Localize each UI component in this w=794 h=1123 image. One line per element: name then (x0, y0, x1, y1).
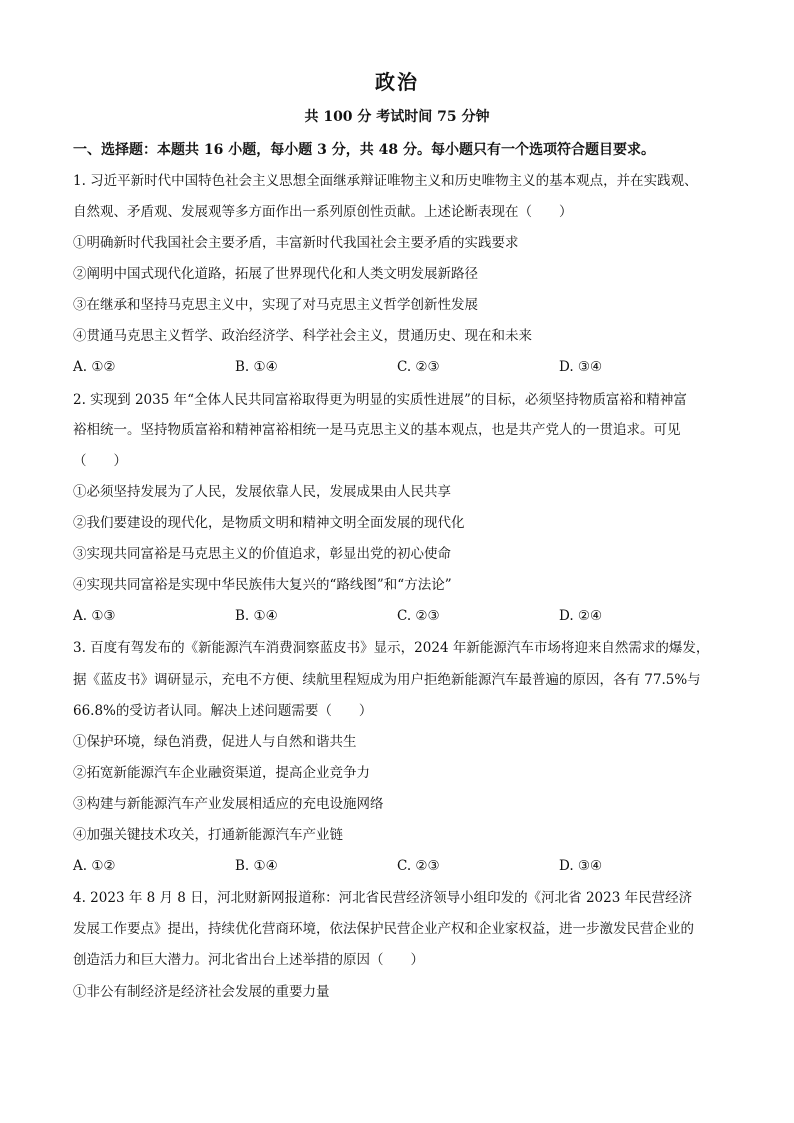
question-stem-line: 创造活力和巨大潜力。河北省出台上述举措的原因（ ） (73, 952, 424, 968)
option-b: B. ①④ (235, 359, 278, 375)
statement-item: ①非公有制经济是经济社会发展的重要力量 (73, 984, 330, 1000)
exam-info: 共 100 分 考试时间 75 分钟 (304, 109, 490, 125)
option-c: C. ②③ (397, 858, 440, 874)
question-stem-line: 发展工作要点》提出，持续优化营商环境，依法保护民营企业产权和企业家权益，进一步激发民营企业的 (73, 921, 694, 937)
statement-item: ②我们要建设的现代化，是物质文明和精神文明全面发展的现代化 (73, 515, 465, 531)
statement-item: ③在继承和坚持马克思主义中，实现了对马克思主义哲学创新性发展 (73, 297, 478, 313)
statement-item: ②拓宽新能源汽车企业融资渠道，提高企业竞争力 (73, 765, 370, 781)
answer-options (73, 856, 673, 876)
question-stem-line: 据《蓝皮书》调研显示，充电不方便、续航里程短成为用户拒绝新能源汽车最普遍的原因，各有 77.5%与 (73, 672, 701, 688)
question-stem-line: 4. 2023 年 8 月 8 日，河北财新网报道称：河北省民营经济领导小组印发的《河北省 2023 年民营经济 (73, 890, 693, 906)
option-c: C. ②③ (397, 359, 440, 375)
statement-item: ①保护环境，绿色消费，促进人与自然和谐共生 (73, 734, 357, 750)
section-heading: 一、选择题：本题共 16 小题，每小题 3 分，共 48 分。每小题只有一个选项符合题目要求。 (73, 142, 655, 158)
question-stem-line: 1. 习近平新时代中国特色社会主义思想全面继承辩证唯物主义和历史唯物主义的基本观点，并在实践观、 (73, 173, 698, 189)
question-stem-line: 3. 百度有驾发布的《新能源汽车消费洞察蓝皮书》显示，2024 年新能源汽车市场将迎来自然需求的爆发， (73, 640, 710, 656)
option-a: A. ①③ (73, 608, 116, 624)
question-stem-line: 2. 实现到 2035 年“全体人民共同富裕取得更为明显的实质性进展”的目标，必须坚持物质富裕和精神富 (73, 392, 687, 408)
option-a: A. ①② (73, 359, 116, 375)
statement-item: ③构建与新能源汽车产业发展相适应的充电设施网络 (73, 796, 384, 812)
option-c: C. ②③ (397, 608, 440, 624)
statement-item: ①必须坚持发展为了人民，发展依靠人民，发展成果由人民共享 (73, 484, 451, 500)
option-b: B. ①④ (235, 608, 278, 624)
statement-item: ②阐明中国式现代化道路，拓展了世界现代化和人类文明发展新路径 (73, 266, 478, 282)
option-d: D. ③④ (559, 858, 603, 874)
question-stem-line: （ ） (73, 453, 127, 469)
answer-options (73, 606, 673, 626)
statement-item: ①明确新时代我国社会主要矛盾，丰富新时代我国社会主要矛盾的实践要求 (73, 235, 519, 251)
option-d: D. ③④ (559, 359, 603, 375)
statement-item: ④实现共同富裕是实现中华民族伟大复兴的“路线图”和“方法论” (73, 577, 452, 593)
question-stem-line: 66.8%的受访者认同。解决上述问题需要（ ） (73, 703, 373, 719)
page-title: 政治 (375, 70, 419, 94)
statement-item: ④贯通马克思主义哲学、政治经济学、科学社会主义，贯通历史、现在和未来 (73, 328, 532, 344)
statement-item: ③实现共同富裕是马克思主义的价值追求，彰显出党的初心使命 (73, 546, 451, 562)
question-stem-line: 自然观、矛盾观、发展观等多方面作出一系列原创性贡献。上述论断表现在（ ） (73, 204, 573, 220)
statement-item: ④加强关键技术攻关，打通新能源汽车产业链 (73, 827, 343, 843)
answer-options (73, 357, 673, 377)
option-d: D. ②④ (559, 608, 603, 624)
option-a: A. ①② (73, 858, 116, 874)
option-b: B. ①④ (235, 858, 278, 874)
question-stem-line: 裕相统一。坚持物质富裕和精神富裕相统一是马克思主义的基本观点，也是共产党人的一贯追求。可见 (73, 422, 681, 438)
